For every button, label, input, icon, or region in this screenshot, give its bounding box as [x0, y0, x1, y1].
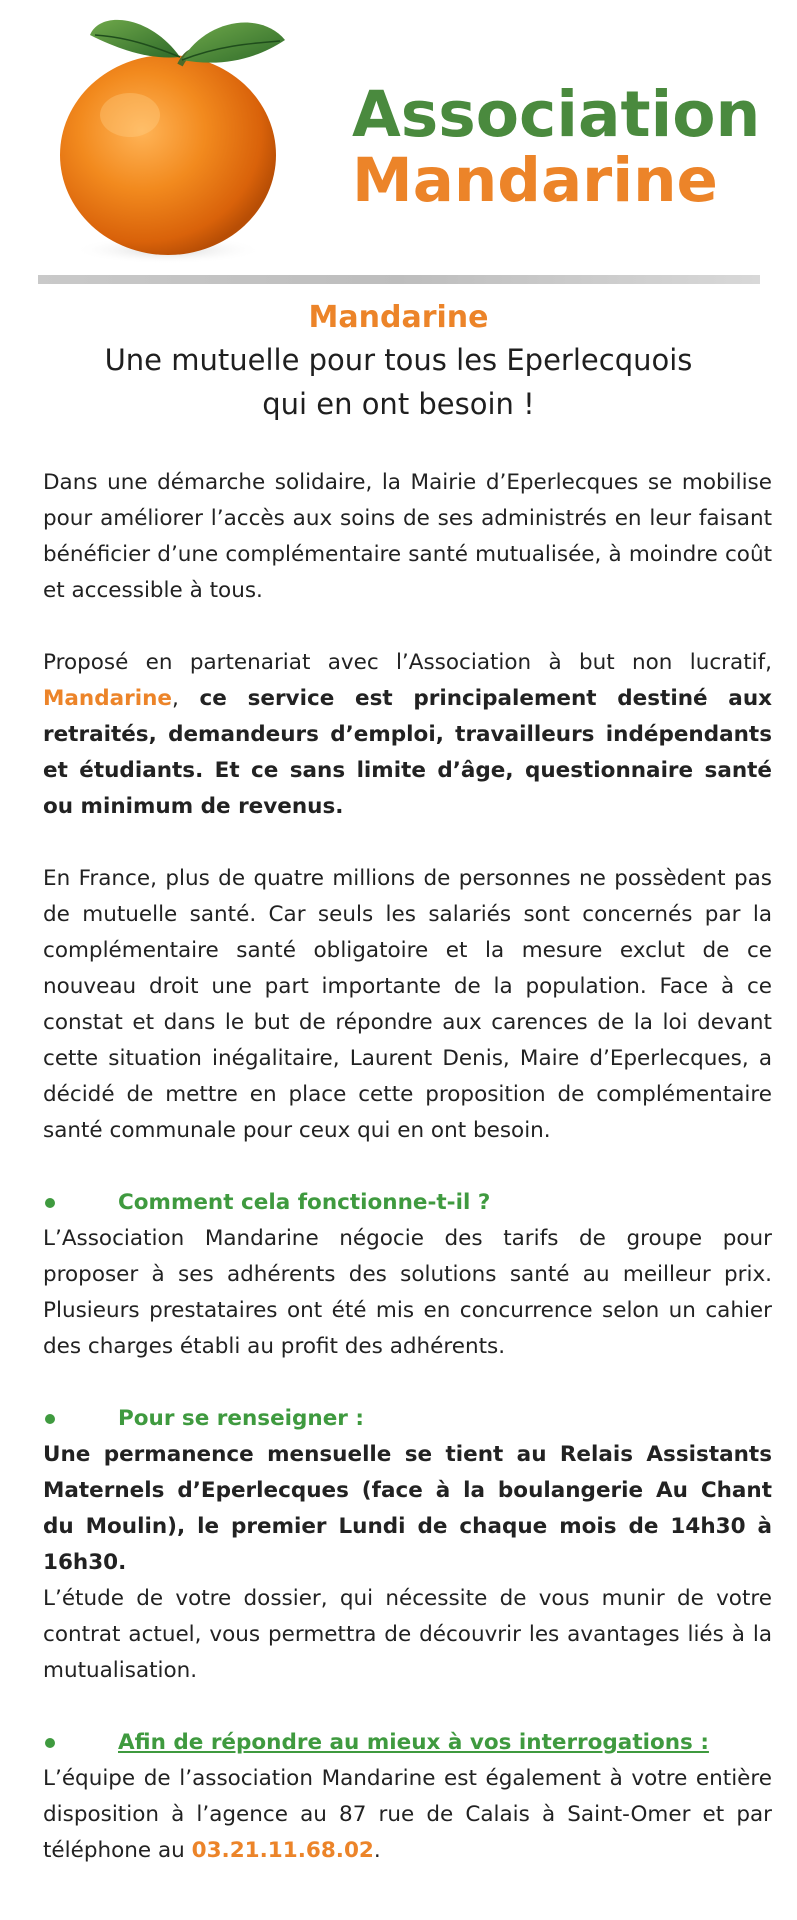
- heading-name: Mandarine: [308, 300, 489, 335]
- section-heading-info: [43, 1401, 772, 1437]
- header-divider: [38, 275, 760, 284]
- contact-phone: 03.21.11.68.02: [191, 1838, 374, 1863]
- section-contact-title: Afin de répondre au mieux à vos interrogations :: [118, 1730, 709, 1755]
- paragraph-partnership: [43, 645, 772, 825]
- section-info-title: Pour se renseigner :: [118, 1406, 364, 1431]
- section-heading-contact: [43, 1725, 772, 1761]
- mandarine-logo-image: [30, 5, 330, 270]
- partnership-target: ce service est principalement destiné aux retraités, demandeurs d’emploi, travailleurs indépendants et étudiants. Et ce sans limite d’âge, questionnaire santé ou minimum de revenus.: [43, 686, 772, 819]
- section-heading-how: [43, 1185, 772, 1221]
- partnership-name: Mandarine: [43, 686, 172, 711]
- paragraph-intro: Dans une démarche solidaire, la Mairie d’Eperlecques se mobilise pour améliorer l’accès aux soins de ses administrés en leur faisant bénéficier d’une complémentaire santé mutualisée, à moindre coût et accessible à tous.: [43, 470, 772, 603]
- contact-end: .: [373, 1838, 381, 1863]
- partnership-comma: ,: [171, 686, 179, 711]
- section-info-body: L’étude de votre dossier, qui nécessite de vous munir de votre contrat actuel, vous permettra de découvrir les avantages liés à la mutualisation.: [43, 1586, 772, 1683]
- contact-text: L’équipe de l’association Mandarine est également à votre entière disposition à l’agence au 87 rue de Calais à Saint-Omer et par téléphone au: [43, 1766, 772, 1863]
- partnership-intro: Proposé en partenariat avec l’Association à but non lucratif,: [43, 650, 772, 675]
- paragraph-context: En France, plus de quatre millions de personnes ne possèdent pas de mutuelle santé. Car seuls les salariés sont concernés par la complémentaire santé obligatoire et la mesure exclut de ce nouveau droit une part importante de la population. Face à ce constat et dans le but de répondre aux carences de la loi devant cette situation inégalitaire, Laurent Denis, Maire d’Eperlecques, a décidé de mettre en place cette proposition de complémentaire santé communale pour ceux qui en ont besoin.: [43, 866, 772, 1143]
- bullet-icon: [45, 1414, 55, 1424]
- section-how-body: L’Association Mandarine négocie des tarifs de groupe pour proposer à ses adhérents des solutions santé au meilleur prix. Plusieurs prestataires ont été mis en concurrence selon un cahier des charges établi au profit des adhérents.: [43, 1226, 772, 1359]
- heading-subtitle-line1: Une mutuelle pour tous les Eperlecquois: [104, 343, 693, 377]
- brand-line-association: Association: [352, 78, 761, 151]
- page-heading: [0, 298, 797, 426]
- brand-line-mandarine: Mandarine: [352, 145, 718, 216]
- section-how-title: Comment cela fonctionne-t-il ?: [118, 1190, 491, 1215]
- section-contact-body: [43, 1761, 772, 1869]
- bullet-icon: [45, 1198, 55, 1208]
- association-title: [352, 78, 792, 216]
- header: [0, 0, 797, 280]
- section-info-schedule: Une permanence mensuelle se tient au Relais Assistants Maternels d’Eperlecques (face à la boulangerie Au Chant du Moulin), le premier Lundi de chaque mois de 14h30 à 16h30.: [43, 1442, 772, 1575]
- bullet-icon: [45, 1738, 55, 1748]
- article-body: [43, 465, 772, 1869]
- heading-subtitle-line2: qui en ont besoin !: [262, 387, 535, 421]
